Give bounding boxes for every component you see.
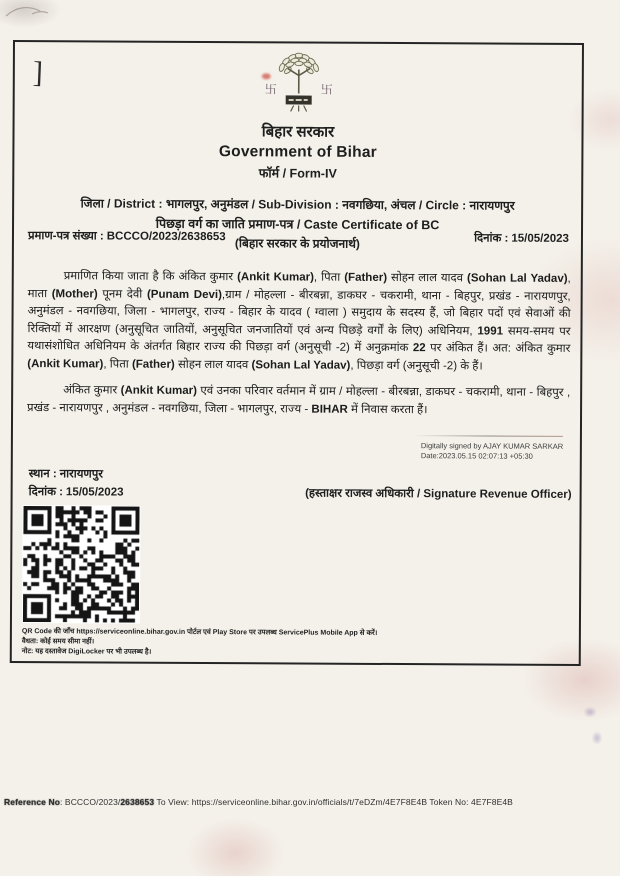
signature-date-label: दिनांक :	[28, 486, 63, 499]
pen-squiggle-icon	[2, 2, 62, 22]
qr-caption-block	[22, 627, 378, 659]
certificate-meta-row	[28, 228, 569, 246]
issue-date	[474, 230, 569, 245]
signature-date-line	[29, 484, 124, 499]
issue-date-label: दिनांक :	[474, 232, 509, 245]
place-value: नारायणपुर	[59, 468, 104, 481]
certificate-body-paragraph-1: प्रमाणित किया जाता है कि अंकित कुमार (Ankit Kumar), पिता (Father) सोहन लाल यादव (Sohan Lal Yadav), माता (Mother) पूनम देवी (Punam Devi),ग्राम / मोहल्ला - बीरबन्ना, डाकघर - चकरामी, थाना - बिहपुर, प्रखंड - नारायणपुर, अनुमंडल - नवगछिया, जिला - भागलपुर, राज्य - बिहार के यादव ( ग्वाला ) समुदाय के सदस्य हैं, जो बिहार पदों एवं सेवाओं की रिक्तियों में आरक्षण (अनुसूचित जातियों, अनुसूचित जनजातियों एवं अन्य पिछड़े वर्गों के लिए) अधिनियम, 1991 समय-समय पर यथासंशोधित अधिनियम के अंतर्गत बिहार राज्य की पिछड़ा वर्ग (अनुसूची -2) में अनुक्रमांक 22 पर अंकित हैं। अत: अंकित कुमार (Ankit Kumar), पिता (Father) सोहन लाल यादव (Sohan Lal Yadav), पिछड़ा वर्ग (अनुसूची -2) के हैं।	[27, 270, 571, 372]
certificate-number-value: BCCCO/2023/2638653	[106, 230, 226, 244]
bihar-emblem-icon	[256, 49, 340, 119]
footer-reference-line: Reference No: BCCCO/2023/2638653 To View: https://serviceonline.bihar.gov.in/officials/t/7eDZm/4E7F8E4B Token No: 4E7F8E4B	[4, 797, 513, 807]
government-title-hindi: बिहार सरकार	[261, 123, 335, 141]
margin-pen-mark: ]	[32, 55, 44, 90]
qr-code-box	[22, 505, 141, 624]
swastika-right-icon: 卐	[320, 82, 333, 97]
district-subdivision-circle-line: जिला / District : भागलपुर, अनुमंडल / Sub-Division : नवगछिया, अंचल / Circle : नारायणपुर	[80, 196, 515, 213]
place-line	[29, 466, 103, 481]
government-title-english: Government of Bihar	[218, 143, 377, 161]
digital-signature-block	[421, 441, 563, 461]
red-ink-speck	[262, 73, 271, 79]
place-label: स्थान :	[28, 468, 57, 481]
certificate-sheet	[10, 40, 584, 666]
emblem-wrap	[15, 48, 582, 121]
digital-signature-line2: Date:2023.05.15 02:07:13 +05:30	[420, 450, 533, 461]
swastika-left-icon: 卐	[264, 82, 277, 97]
form-number-line: फॉर्म / Form-IV	[258, 166, 337, 181]
certificate-title-line: पिछड़ा वर्ग का जाति प्रमाण-पत्र / Caste Certificate of BC	[155, 216, 440, 233]
certificate-header	[14, 42, 582, 253]
signature-date-value: 15/05/2023	[65, 486, 124, 499]
emblem-roots	[290, 105, 306, 111]
scratch-mark	[413, 435, 563, 437]
issue-date-value: 15/05/2023	[511, 232, 569, 245]
emblem-banner	[285, 95, 311, 104]
qr-caption-line3: नोट: यह दस्तावेज DigiLocker पर भी उपलब्ध है।	[21, 648, 152, 656]
purpose-line: (बिहार सरकार के प्रयोजनार्थ)	[234, 236, 361, 251]
qr-code-icon	[23, 506, 140, 623]
certificate-body-paragraph-2: अंकित कुमार (Ankit Kumar) एवं उनका परिवार वर्तमान में ग्राम / मोहल्ला - बीरबन्ना, डाकघर - चकरामी, थाना - बिहपुर , प्रखंड - नारायणपुर , अनुमंडल - नवगछिया, जिला - भागलपुर, राज्य - BIHAR में निवास करता हैं।	[27, 384, 571, 416]
qr-caption-line2: वैधता: कोई समय सीमा नहीं।	[21, 638, 95, 646]
certificate-number	[28, 228, 226, 244]
digital-signature-line1: Digitally signed by AJAY KUMAR SARKAR	[420, 441, 564, 451]
certificate-number-label: प्रमाण-पत्र संख्या :	[27, 230, 104, 243]
emblem-trunk	[287, 68, 309, 93]
qr-caption-line1: QR Code की जाँच https://serviceonline.bihar.gov.in पोर्टल एवं Play Store पर उपलब्ध ServicePlus Mobile App से करें।	[21, 628, 378, 637]
revenue-officer-signature-line: (हस्ताक्षर राजस्व अधिकारी / Signature Revenue Officer)	[305, 487, 572, 501]
